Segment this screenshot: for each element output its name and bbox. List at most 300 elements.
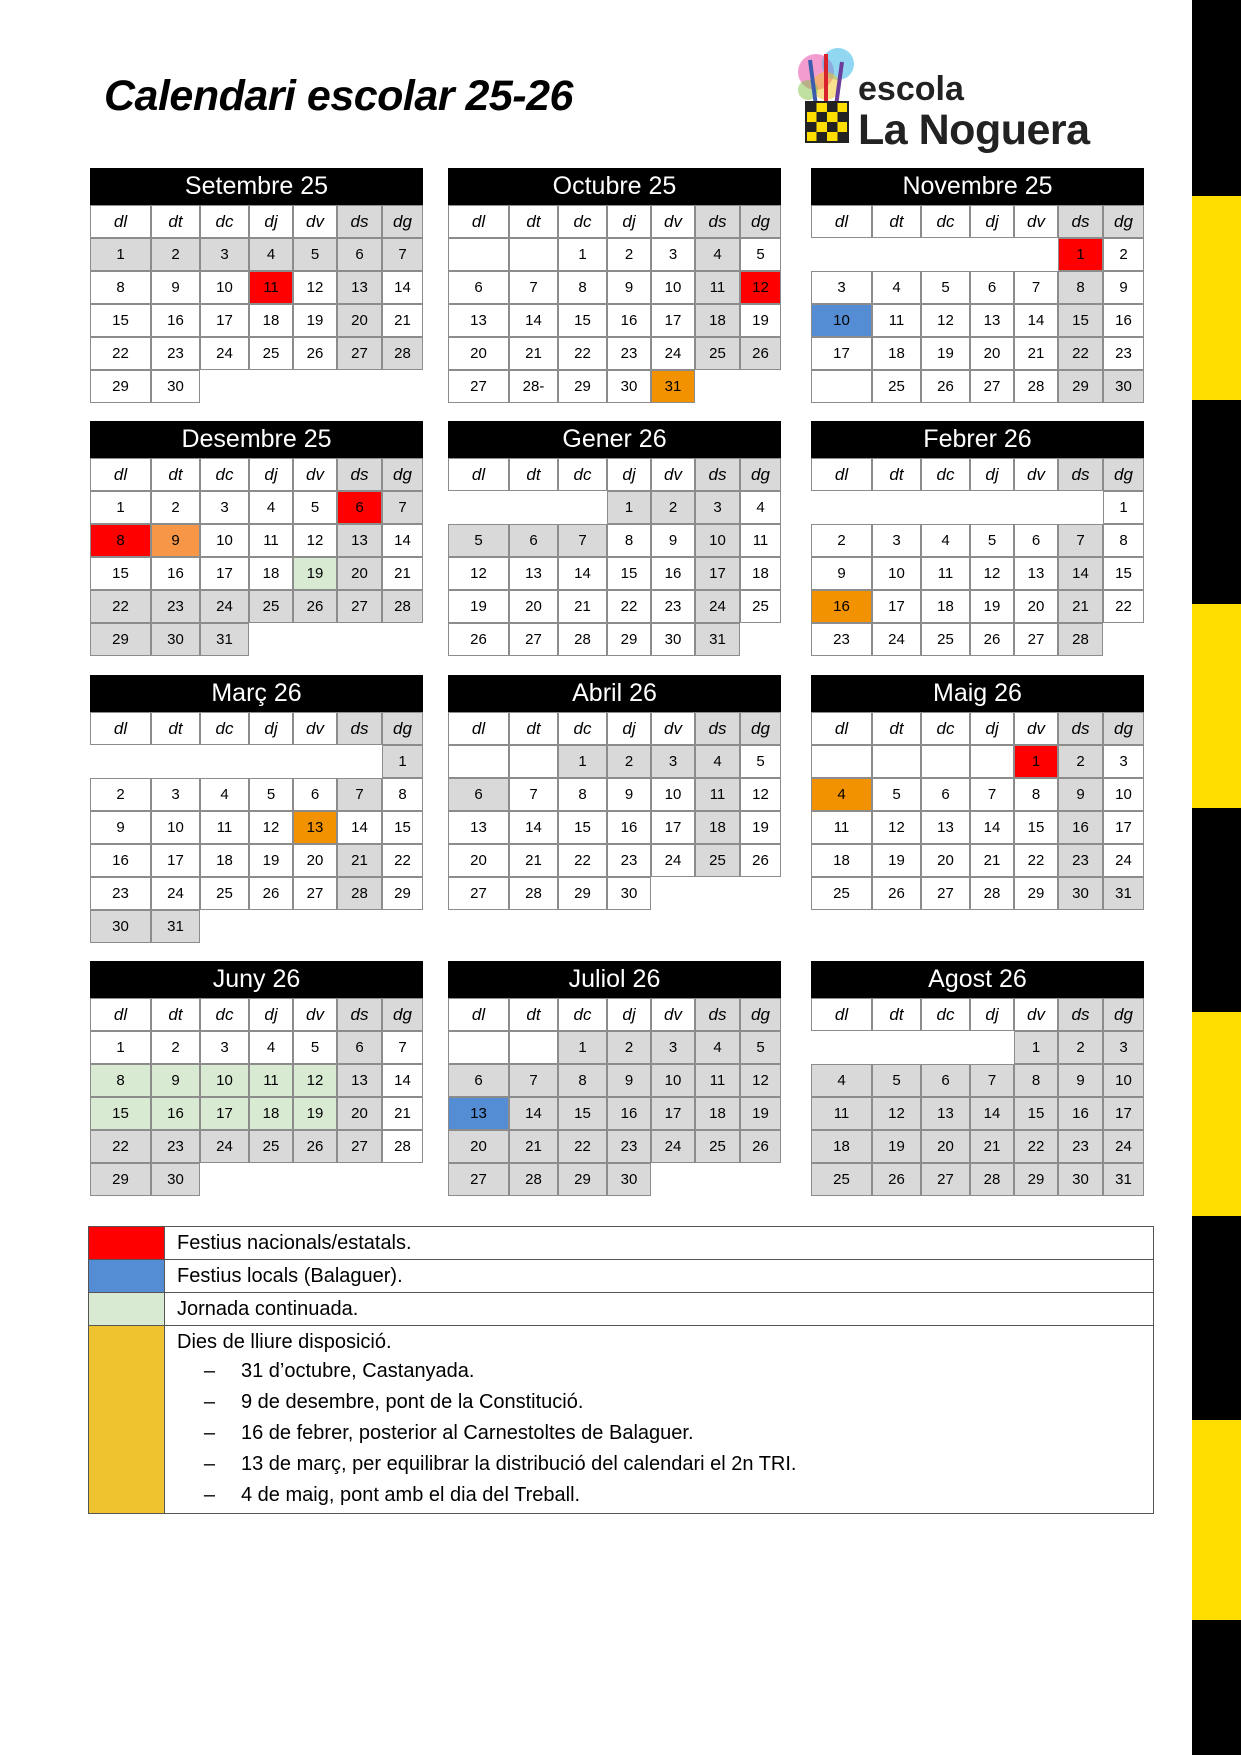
weekday-row [811, 205, 1144, 238]
legend-list-item [177, 1356, 1153, 1387]
day-cell [1058, 491, 1103, 524]
day-cell: 28 [382, 337, 423, 370]
day-cell: 3 [200, 1031, 249, 1064]
dash-bullet-icon: – [203, 1422, 215, 1444]
week-row [448, 778, 781, 811]
weekday-label: dl [448, 458, 509, 491]
day-cell: 17 [811, 337, 872, 370]
day-cell [249, 745, 293, 778]
day-cell: 16 [151, 304, 200, 337]
day-cell: 23 [607, 1130, 651, 1163]
week-row [448, 1163, 781, 1196]
day-cell [448, 491, 509, 524]
dash-bullet-icon: – [203, 1453, 215, 1475]
weekday-label: dj [249, 205, 293, 238]
day-cell: 24 [695, 590, 740, 623]
day-cell [382, 370, 423, 403]
day-cell: 5 [293, 238, 337, 271]
day-cell: 31 [651, 370, 695, 403]
weekday-label: dc [558, 712, 607, 745]
weekday-label: dj [970, 998, 1014, 1031]
day-cell: 12 [249, 811, 293, 844]
day-cell: 22 [1103, 590, 1144, 623]
day-cell: 25 [249, 590, 293, 623]
day-cell: 16 [607, 811, 651, 844]
day-cell [1014, 238, 1058, 271]
day-cell: 5 [249, 778, 293, 811]
day-cell [337, 745, 382, 778]
day-cell [293, 745, 337, 778]
week-row [811, 271, 1144, 304]
day-cell: 29 [558, 1163, 607, 1196]
day-cell: 19 [448, 590, 509, 623]
weekday-label: dj [249, 998, 293, 1031]
day-cell: 20 [921, 1130, 970, 1163]
weekday-label: dl [448, 998, 509, 1031]
day-cell: 10 [651, 271, 695, 304]
weekday-label: dl [811, 458, 872, 491]
day-cell: 9 [651, 524, 695, 557]
day-cell: 3 [1103, 745, 1144, 778]
day-cell: 24 [1103, 1130, 1144, 1163]
day-cell [921, 745, 970, 778]
day-cell: 5 [970, 524, 1014, 557]
day-cell: 30 [607, 877, 651, 910]
day-cell: 11 [811, 1097, 872, 1130]
month-calendar [811, 168, 1144, 403]
day-cell: 5 [740, 745, 781, 778]
day-cell: 27 [337, 590, 382, 623]
weekday-label: dj [970, 712, 1014, 745]
day-cell: 10 [1103, 778, 1144, 811]
day-cell: 15 [558, 811, 607, 844]
day-cell: 23 [811, 623, 872, 656]
day-cell: 26 [970, 623, 1014, 656]
day-cell: 14 [382, 1064, 423, 1097]
week-row [90, 238, 423, 271]
weekday-label: dv [1014, 998, 1058, 1031]
day-cell: 24 [200, 590, 249, 623]
weekday-label: dt [872, 998, 921, 1031]
day-cell: 13 [1014, 557, 1058, 590]
day-cell: 19 [249, 844, 293, 877]
day-cell: 31 [1103, 877, 1144, 910]
week-row [90, 1163, 423, 1196]
weekday-label: dl [90, 998, 151, 1031]
week-row [811, 623, 1144, 656]
day-cell [651, 1163, 695, 1196]
legend-row [89, 1293, 1153, 1326]
day-cell [293, 623, 337, 656]
weekday-label: dc [921, 205, 970, 238]
legend-list-text: 4 de maig, pont amb el dia del Treball. [241, 1484, 581, 1506]
day-cell: 24 [200, 1130, 249, 1163]
day-cell: 8 [558, 778, 607, 811]
day-cell: 22 [607, 590, 651, 623]
day-cell: 3 [651, 1031, 695, 1064]
month-header: Febrer 26 [811, 421, 1144, 458]
day-cell: 18 [695, 1097, 740, 1130]
legend-row [89, 1227, 1153, 1260]
day-cell [811, 370, 872, 403]
weekday-label: dc [200, 712, 249, 745]
day-cell: 9 [607, 271, 651, 304]
week-row [448, 1064, 781, 1097]
weekday-label: dj [970, 458, 1014, 491]
day-cell: 2 [151, 238, 200, 271]
day-cell: 13 [448, 811, 509, 844]
day-cell: 10 [651, 778, 695, 811]
day-cell: 12 [740, 271, 781, 304]
weekday-label: dg [1103, 712, 1144, 745]
day-cell: 11 [695, 1064, 740, 1097]
day-cell: 16 [151, 557, 200, 590]
day-cell: 6 [921, 1064, 970, 1097]
day-cell: 25 [200, 877, 249, 910]
day-cell [249, 910, 293, 943]
day-cell: 18 [200, 844, 249, 877]
day-cell: 25 [249, 337, 293, 370]
day-cell: 25 [811, 877, 872, 910]
day-cell [811, 1031, 872, 1064]
day-cell: 5 [921, 271, 970, 304]
day-cell: 7 [1014, 271, 1058, 304]
weekday-label: dj [607, 458, 651, 491]
legend-swatch [89, 1227, 165, 1259]
month-calendar [811, 675, 1144, 910]
day-cell: 6 [448, 271, 509, 304]
day-cell: 24 [151, 877, 200, 910]
weekday-label: dg [382, 205, 423, 238]
day-cell: 14 [509, 304, 558, 337]
weekday-label: dt [151, 998, 200, 1031]
weekday-label: dc [558, 998, 607, 1031]
day-cell: 28 [509, 1163, 558, 1196]
week-row [90, 910, 423, 943]
month-header: Abril 26 [448, 675, 781, 712]
day-cell: 6 [921, 778, 970, 811]
day-cell: 22 [1058, 337, 1103, 370]
day-cell: 20 [448, 844, 509, 877]
day-cell: 15 [1058, 304, 1103, 337]
week-row [448, 524, 781, 557]
day-cell: 20 [337, 304, 382, 337]
day-cell: 2 [651, 491, 695, 524]
day-cell: 4 [695, 1031, 740, 1064]
day-cell: 25 [695, 844, 740, 877]
day-cell [970, 745, 1014, 778]
day-cell [509, 1031, 558, 1064]
weekday-label: dt [872, 458, 921, 491]
week-row [90, 304, 423, 337]
day-cell: 24 [651, 1130, 695, 1163]
legend-list-text: 13 de març, per equilibrar la distribució del calendari el 2n TRI. [241, 1453, 797, 1475]
week-row [90, 1031, 423, 1064]
day-cell [337, 1163, 382, 1196]
day-cell: 13 [337, 524, 382, 557]
legend-list-item [177, 1387, 1153, 1418]
month-calendar [448, 961, 781, 1196]
day-cell: 29 [90, 623, 151, 656]
day-cell: 7 [509, 1064, 558, 1097]
day-cell [293, 1163, 337, 1196]
week-row [90, 370, 423, 403]
weekday-label: dv [651, 205, 695, 238]
day-cell: 25 [872, 370, 921, 403]
weekday-label: dg [1103, 205, 1144, 238]
day-cell: 23 [1058, 844, 1103, 877]
legend-list-text: 9 de desembre, pont de la Constitució. [241, 1391, 584, 1413]
day-cell [249, 623, 293, 656]
weekday-label: dc [558, 205, 607, 238]
day-cell: 29 [90, 1163, 151, 1196]
day-cell [293, 370, 337, 403]
legend-label: Dies de lliure disposició. [177, 1331, 392, 1353]
week-row [811, 745, 1144, 778]
day-cell [558, 491, 607, 524]
day-cell [337, 623, 382, 656]
day-cell: 9 [607, 1064, 651, 1097]
day-cell: 28 [509, 877, 558, 910]
day-cell [200, 370, 249, 403]
day-cell: 1 [607, 491, 651, 524]
day-cell [740, 1163, 781, 1196]
day-cell: 19 [970, 590, 1014, 623]
weekday-label: dl [90, 205, 151, 238]
day-cell: 15 [90, 304, 151, 337]
day-cell [695, 1163, 740, 1196]
day-cell [970, 491, 1014, 524]
week-row [448, 623, 781, 656]
weekday-label: dc [921, 998, 970, 1031]
day-cell: 9 [811, 557, 872, 590]
day-cell: 29 [90, 370, 151, 403]
month-header: Agost 26 [811, 961, 1144, 998]
week-row [448, 271, 781, 304]
day-cell: 22 [90, 1130, 151, 1163]
day-cell: 14 [1058, 557, 1103, 590]
week-row [811, 337, 1144, 370]
week-row [811, 1130, 1144, 1163]
day-cell: 22 [1014, 1130, 1058, 1163]
day-cell: 5 [740, 238, 781, 271]
week-row [811, 557, 1144, 590]
day-cell: 3 [811, 271, 872, 304]
day-cell: 21 [509, 844, 558, 877]
day-cell: 26 [293, 1130, 337, 1163]
week-row [90, 557, 423, 590]
legend-list-item [177, 1449, 1153, 1480]
day-cell: 10 [695, 524, 740, 557]
day-cell: 21 [509, 1130, 558, 1163]
day-cell: 18 [921, 590, 970, 623]
day-cell [970, 1031, 1014, 1064]
day-cell: 12 [872, 1097, 921, 1130]
weekday-label: dj [249, 712, 293, 745]
day-cell: 13 [337, 271, 382, 304]
month-header: Maig 26 [811, 675, 1144, 712]
week-row [811, 1031, 1144, 1064]
day-cell: 11 [249, 524, 293, 557]
day-cell: 16 [1058, 1097, 1103, 1130]
day-cell: 9 [607, 778, 651, 811]
day-cell: 18 [249, 557, 293, 590]
day-cell: 10 [151, 811, 200, 844]
month-calendar [90, 421, 423, 656]
day-cell: 28 [382, 1130, 423, 1163]
day-cell: 2 [1103, 238, 1144, 271]
day-cell: 27 [337, 1130, 382, 1163]
month-calendar [448, 675, 781, 910]
day-cell: 1 [1103, 491, 1144, 524]
day-cell: 10 [200, 1064, 249, 1097]
month-calendar [90, 961, 423, 1196]
weekday-label: dt [151, 205, 200, 238]
day-cell [872, 238, 921, 271]
day-cell [509, 745, 558, 778]
week-row [811, 370, 1144, 403]
day-cell: 24 [651, 844, 695, 877]
month-header: Novembre 25 [811, 168, 1144, 205]
day-cell [740, 370, 781, 403]
day-cell: 29 [382, 877, 423, 910]
week-row [90, 623, 423, 656]
weekday-label: dl [90, 712, 151, 745]
legend-swatch [89, 1260, 165, 1292]
day-cell: 14 [509, 1097, 558, 1130]
week-row [448, 337, 781, 370]
logo-text-escola: escola [858, 70, 964, 108]
week-row [811, 877, 1144, 910]
weekday-label: ds [1058, 712, 1103, 745]
day-cell: 25 [249, 1130, 293, 1163]
day-cell: 13 [509, 557, 558, 590]
day-cell: 31 [151, 910, 200, 943]
day-cell: 3 [200, 238, 249, 271]
week-row [448, 844, 781, 877]
day-cell: 18 [695, 811, 740, 844]
day-cell: 3 [1103, 1031, 1144, 1064]
weekday-label: ds [695, 205, 740, 238]
legend-text-block [165, 1260, 1153, 1292]
legend-label: Festius locals (Balaguer). [177, 1265, 403, 1287]
day-cell: 22 [558, 1130, 607, 1163]
day-cell: 19 [740, 1097, 781, 1130]
weekday-label: dl [90, 458, 151, 491]
weekday-label: dl [811, 998, 872, 1031]
day-cell [921, 1031, 970, 1064]
day-cell: 8 [558, 1064, 607, 1097]
day-cell [90, 745, 151, 778]
week-row [811, 1163, 1144, 1196]
day-cell: 13 [970, 304, 1014, 337]
day-cell: 23 [151, 337, 200, 370]
day-cell: 27 [293, 877, 337, 910]
month-header: Octubre 25 [448, 168, 781, 205]
day-cell: 15 [558, 1097, 607, 1130]
week-row [448, 370, 781, 403]
day-cell: 20 [1014, 590, 1058, 623]
weekday-label: dv [651, 998, 695, 1031]
week-row [448, 1130, 781, 1163]
day-cell: 30 [151, 1163, 200, 1196]
page-title: Calendari escolar 25-26 [104, 72, 573, 120]
day-cell: 17 [872, 590, 921, 623]
day-cell [337, 370, 382, 403]
day-cell: 11 [249, 1064, 293, 1097]
day-cell: 29 [1058, 370, 1103, 403]
day-cell: 30 [151, 370, 200, 403]
day-cell: 7 [558, 524, 607, 557]
day-cell: 2 [811, 524, 872, 557]
month-header: Juny 26 [90, 961, 423, 998]
month-calendar [448, 168, 781, 403]
day-cell: 4 [740, 491, 781, 524]
week-row [448, 877, 781, 910]
day-cell: 18 [811, 844, 872, 877]
month-header: Gener 26 [448, 421, 781, 458]
day-cell: 14 [337, 811, 382, 844]
day-cell: 19 [740, 304, 781, 337]
day-cell: 18 [249, 1097, 293, 1130]
day-cell [811, 491, 872, 524]
day-cell: 20 [337, 557, 382, 590]
day-cell: 3 [651, 745, 695, 778]
week-row [90, 337, 423, 370]
weekday-label: dv [1014, 205, 1058, 238]
weekday-label: dl [448, 712, 509, 745]
weekday-label: dl [811, 205, 872, 238]
week-row [448, 491, 781, 524]
day-cell: 16 [811, 590, 872, 623]
week-row [811, 491, 1144, 524]
day-cell: 6 [1014, 524, 1058, 557]
week-row [90, 1097, 423, 1130]
week-row [90, 877, 423, 910]
day-cell [970, 238, 1014, 271]
day-cell: 4 [249, 1031, 293, 1064]
day-cell [337, 910, 382, 943]
weekday-label: dv [293, 458, 337, 491]
day-cell: 26 [249, 877, 293, 910]
day-cell: 17 [200, 557, 249, 590]
day-cell: 23 [1058, 1130, 1103, 1163]
legend-swatch [89, 1326, 165, 1513]
legend-list-item [177, 1480, 1153, 1511]
day-cell: 4 [872, 271, 921, 304]
day-cell: 31 [695, 623, 740, 656]
weekday-label: dj [970, 205, 1014, 238]
day-cell: 22 [1014, 844, 1058, 877]
week-row [90, 491, 423, 524]
day-cell [249, 370, 293, 403]
logo-text-name: La Noguera [858, 106, 1090, 154]
day-cell: 22 [90, 337, 151, 370]
day-cell [1103, 623, 1144, 656]
day-cell: 26 [872, 877, 921, 910]
day-cell: 16 [1058, 811, 1103, 844]
day-cell: 9 [151, 524, 200, 557]
day-cell: 16 [151, 1097, 200, 1130]
day-cell: 6 [448, 1064, 509, 1097]
day-cell: 12 [293, 1064, 337, 1097]
day-cell [151, 745, 200, 778]
day-cell: 21 [558, 590, 607, 623]
day-cell: 14 [1014, 304, 1058, 337]
weekday-label: dg [382, 712, 423, 745]
day-cell [382, 910, 423, 943]
weekday-label: dc [558, 458, 607, 491]
